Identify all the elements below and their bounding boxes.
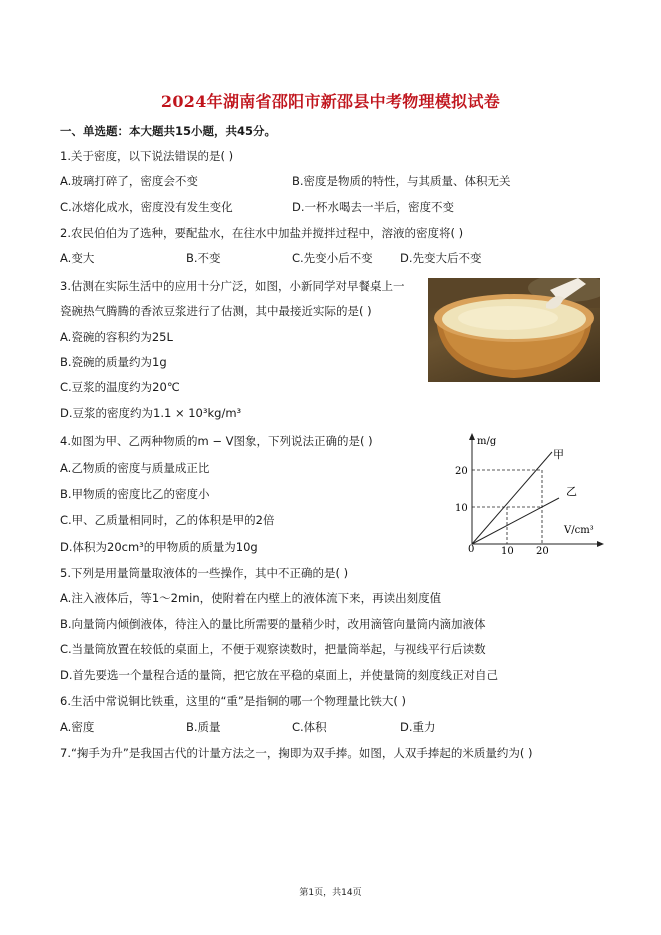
m-v-graph — [447, 432, 607, 560]
x-tick-20: 20 — [536, 546, 549, 557]
line-yi-label: 乙 — [566, 485, 577, 498]
question-5-option-c: C.当量筒放置在较低的桌面上，不便于观察读数时，把量筒举起，与视线平行后读数 — [60, 642, 486, 656]
question-6-stem: 6.生活中常说铜比铁重，这里的“重”是指铜的哪一个物理量比铁大( ) — [60, 694, 407, 708]
question-2-option-c: C.先变小后不变 — [292, 251, 373, 265]
line-jia-label: 甲 — [553, 448, 564, 461]
question-5-option-a: A.注入液体后，等1～2min，使附着在内壁上的液体流下来，再读出刻度值 — [60, 591, 442, 605]
question-6-option-c: C.体积 — [292, 720, 327, 734]
question-3-option-d: D.豆浆的密度约为1.1 × 10³kg/m³ — [60, 406, 242, 420]
question-3-stem-line2: 瓷碗热气腾腾的香浓豆浆进行了估测，其中最接近实际的是( ) — [60, 304, 372, 318]
question-4-stem: 4.如图为甲、乙两种物质的m − V图象，下列说法正确的是( ) — [60, 434, 373, 448]
line-jia — [472, 452, 552, 544]
section-heading: 一、单选题：本大题共15小题，共45分。 — [60, 124, 277, 138]
question-5-option-b: B.向量筒内倾倒液体，待注入的量比所需要的量稍少时，改用滴管向量筒内滴加液体 — [60, 617, 486, 631]
question-2-option-b: B.不变 — [186, 251, 221, 265]
x-axis-label: V/cm³ — [564, 525, 594, 536]
question-3-stem-line1: 3.估测在实际生活中的应用十分广泛，如图，小新同学对早餐桌上一 — [60, 279, 405, 293]
origin-label: 0 — [468, 544, 475, 555]
question-6-option-b: B.质量 — [186, 720, 221, 734]
question-1-option-b: B.密度是物质的特性，与其质量、体积无关 — [292, 174, 511, 188]
y-tick-20: 20 — [455, 466, 468, 477]
page-footer: 第1页，共14页 — [299, 888, 362, 898]
x-tick-10: 10 — [501, 546, 514, 557]
soy-milk-bowl-photo — [428, 278, 600, 382]
question-4-option-a: A.乙物质的密度与质量成正比 — [60, 461, 210, 475]
y-tick-10: 10 — [455, 503, 468, 514]
question-5-option-d: D.首先要选一个量程合适的量筒，把它放在平稳的桌面上，并使量筒的刻度线正对自己 — [60, 668, 499, 682]
y-axis-label: m/g — [477, 436, 497, 447]
x-axis-arrow — [597, 541, 604, 547]
exam-title: 2024年湖南省邵阳市新邵县中考物理模拟试卷 — [160, 92, 501, 111]
question-2-option-a: A.变大 — [60, 251, 95, 265]
question-1-stem: 1.关于密度，以下说法错误的是( ) — [60, 149, 234, 163]
question-4-option-c: C.甲、乙质量相同时，乙的体积是甲的2倍 — [60, 513, 275, 527]
line-yi — [472, 498, 559, 544]
question-4-option-d: D.体积为20cm³的甲物质的质量为10g — [60, 540, 258, 554]
question-6-option-d: D.重力 — [400, 720, 436, 734]
question-2-stem: 2.农民伯伯为了选种，要配盐水，在往水中加盐并搅拌过程中，溶液的密度将( ) — [60, 226, 464, 240]
question-4-option-b: B.甲物质的密度比乙的密度小 — [60, 487, 210, 501]
question-3-option-a: A.瓷碗的容积约为25L — [60, 330, 173, 344]
y-axis-arrow — [469, 433, 475, 440]
question-1-option-c: C.冰熔化成水，密度没有发生变化 — [60, 200, 233, 214]
question-7-stem: 7.“掬手为升”是我国古代的计量方法之一，掬即为双手捧。如图，人双手捧起的米质量约为( ) — [60, 746, 533, 760]
question-1-option-a: A.玻璃打碎了，密度会不变 — [60, 174, 198, 188]
question-1-option-d: D.一杯水喝去一半后，密度不变 — [292, 200, 455, 214]
question-3-option-b: B.瓷碗的质量约为1g — [60, 355, 167, 369]
question-2-option-d: D.先变大后不变 — [400, 251, 482, 265]
question-3-option-c: C.豆浆的温度约为20℃ — [60, 380, 180, 394]
question-5-stem: 5.下列是用量筒量取液体的一些操作，其中不正确的是( ) — [60, 566, 349, 580]
question-6-option-a: A.密度 — [60, 720, 95, 734]
